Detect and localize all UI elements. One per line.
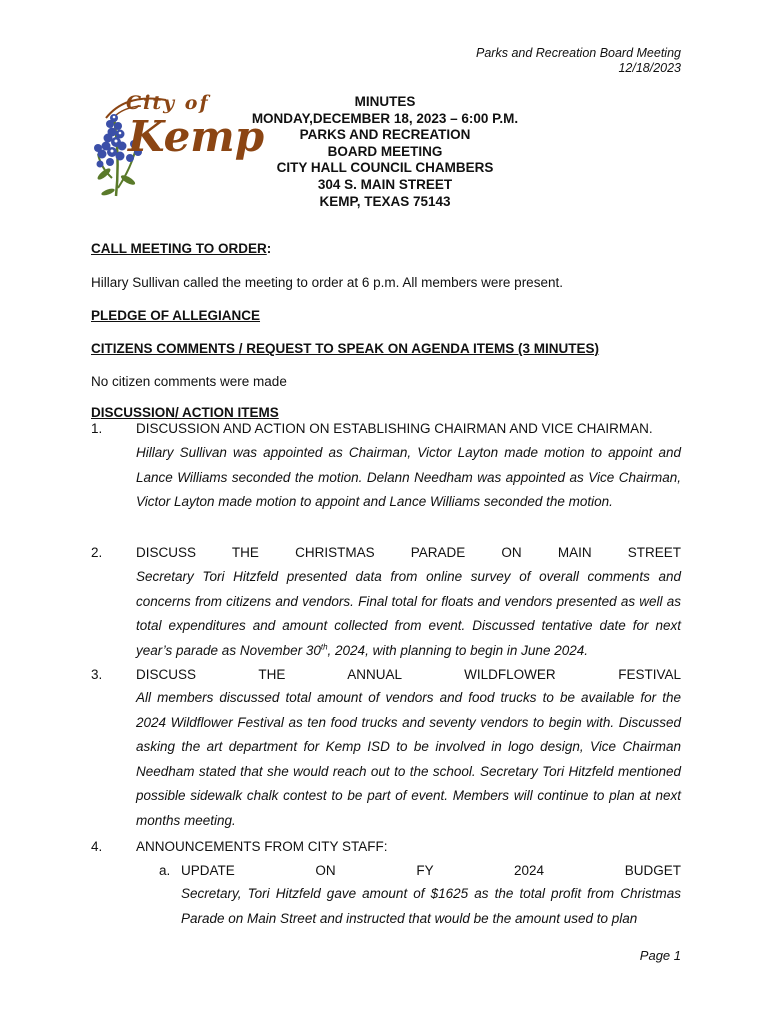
citizens-comments-heading: CITIZENS COMMENTS / REQUEST TO SPEAK ON AGENDA ITEMS (3 MINUTES): [91, 341, 600, 356]
item-4-number: 4.: [91, 839, 103, 854]
city-of-kemp-logo: [86, 88, 265, 200]
item-4-title: ANNOUNCEMENTS FROM CITY STAFF:: [136, 839, 388, 854]
item-3-body: All members discussed total amount of vendors and food trucks to be available for the 2024 Wildflower Festival as ten food trucks and seventy vendors to begin with. Discussed asking the art department for Kemp ISD to be involved in logo design, Vice Chairman Needham stated that she would reach out to the school. Secretary Tori Hitzfeld mentioned possible sidewalk chalk contest to be part of event. Members will continue to plan at next months meeting.: [136, 690, 681, 828]
item-4a-title: UPDATE ON FY 2024 BUDGET: [181, 863, 681, 878]
title-minutes: MINUTES: [354, 94, 416, 109]
item-3-number: 3.: [91, 667, 103, 682]
call-to-order-text: Hillary Sullivan called the meeting to order at 6 p.m. All members were present.: [91, 275, 563, 290]
item-3-title: DISCUSS THE ANNUAL WILDFLOWER FESTIVAL: [136, 667, 681, 682]
header-meeting-name: Parks and Recreation Board Meeting: [476, 46, 681, 60]
title-date-time: MONDAY,DECEMBER 18, 2023 – 6:00 P.M.: [251, 110, 519, 126]
item-2-body-text: Secretary Tori Hitzfeld presented data from online survey of overall comments and concerns from citizens and vendors. Final total for floats and vendors presented as well as total expenditures and amount collected from event. Discussed tentative date for next year’s parade as November 30: [136, 569, 681, 658]
page-number: Page 1: [639, 948, 681, 963]
item-4a-label: a.: [159, 863, 171, 878]
title-meeting-type: BOARD MEETING: [327, 143, 443, 159]
title-location: CITY HALL COUNCIL CHAMBERS: [276, 160, 494, 176]
header-date: 12/18/2023: [618, 61, 681, 75]
item-2-number: 2.: [91, 545, 103, 560]
call-to-order-heading-text: CALL MEETING TO ORDER: [91, 241, 267, 256]
running-header: [476, 46, 681, 76]
item-2-body-text-end: , 2024, with planning to begin in June 2024.: [327, 642, 588, 658]
discussion-heading: DISCUSSION/ ACTION ITEMS: [91, 405, 279, 420]
item-1-body: Hillary Sullivan was appointed as Chairman, Victor Layton made motion to appoint and Lance Williams seconded the motion. Delann Needham was appointed as Vice Chairman, Victor Layton made motion to appoint and Lance Williams seconded the motion.: [136, 445, 681, 509]
item-4a-body: Secretary, Tori Hitzfeld gave amount of $1625 as the total profit from Christmas Parade on Main Street and instructed that would be the amount used to plan: [181, 886, 681, 926]
item-2-body: [136, 565, 681, 663]
pledge-heading: PLEDGE OF ALLEGIANCE: [91, 308, 261, 323]
item-2-body-ordinal: th: [320, 642, 328, 651]
item-1-number: 1.: [91, 421, 103, 436]
title-street: 304 S. MAIN STREET: [317, 176, 453, 192]
logo-kemp-text: Kemp: [128, 112, 265, 161]
title-city: KEMP, TEXAS 75143: [319, 193, 451, 209]
citizens-comments-text: No citizen comments were made: [91, 374, 287, 389]
title-board-name: PARKS AND RECREATION: [299, 127, 471, 143]
item-2-title: DISCUSS THE CHRISTMAS PARADE ON MAIN STREET: [136, 545, 681, 560]
call-to-order-heading: [91, 241, 271, 257]
call-to-order-colon: :: [266, 241, 272, 256]
logo-city-of-text: City of: [126, 92, 210, 114]
item-1-title: DISCUSSION AND ACTION ON ESTABLISHING CHAIRMAN AND VICE CHAIRMAN.: [136, 421, 653, 436]
document-title-block: [230, 94, 540, 210]
